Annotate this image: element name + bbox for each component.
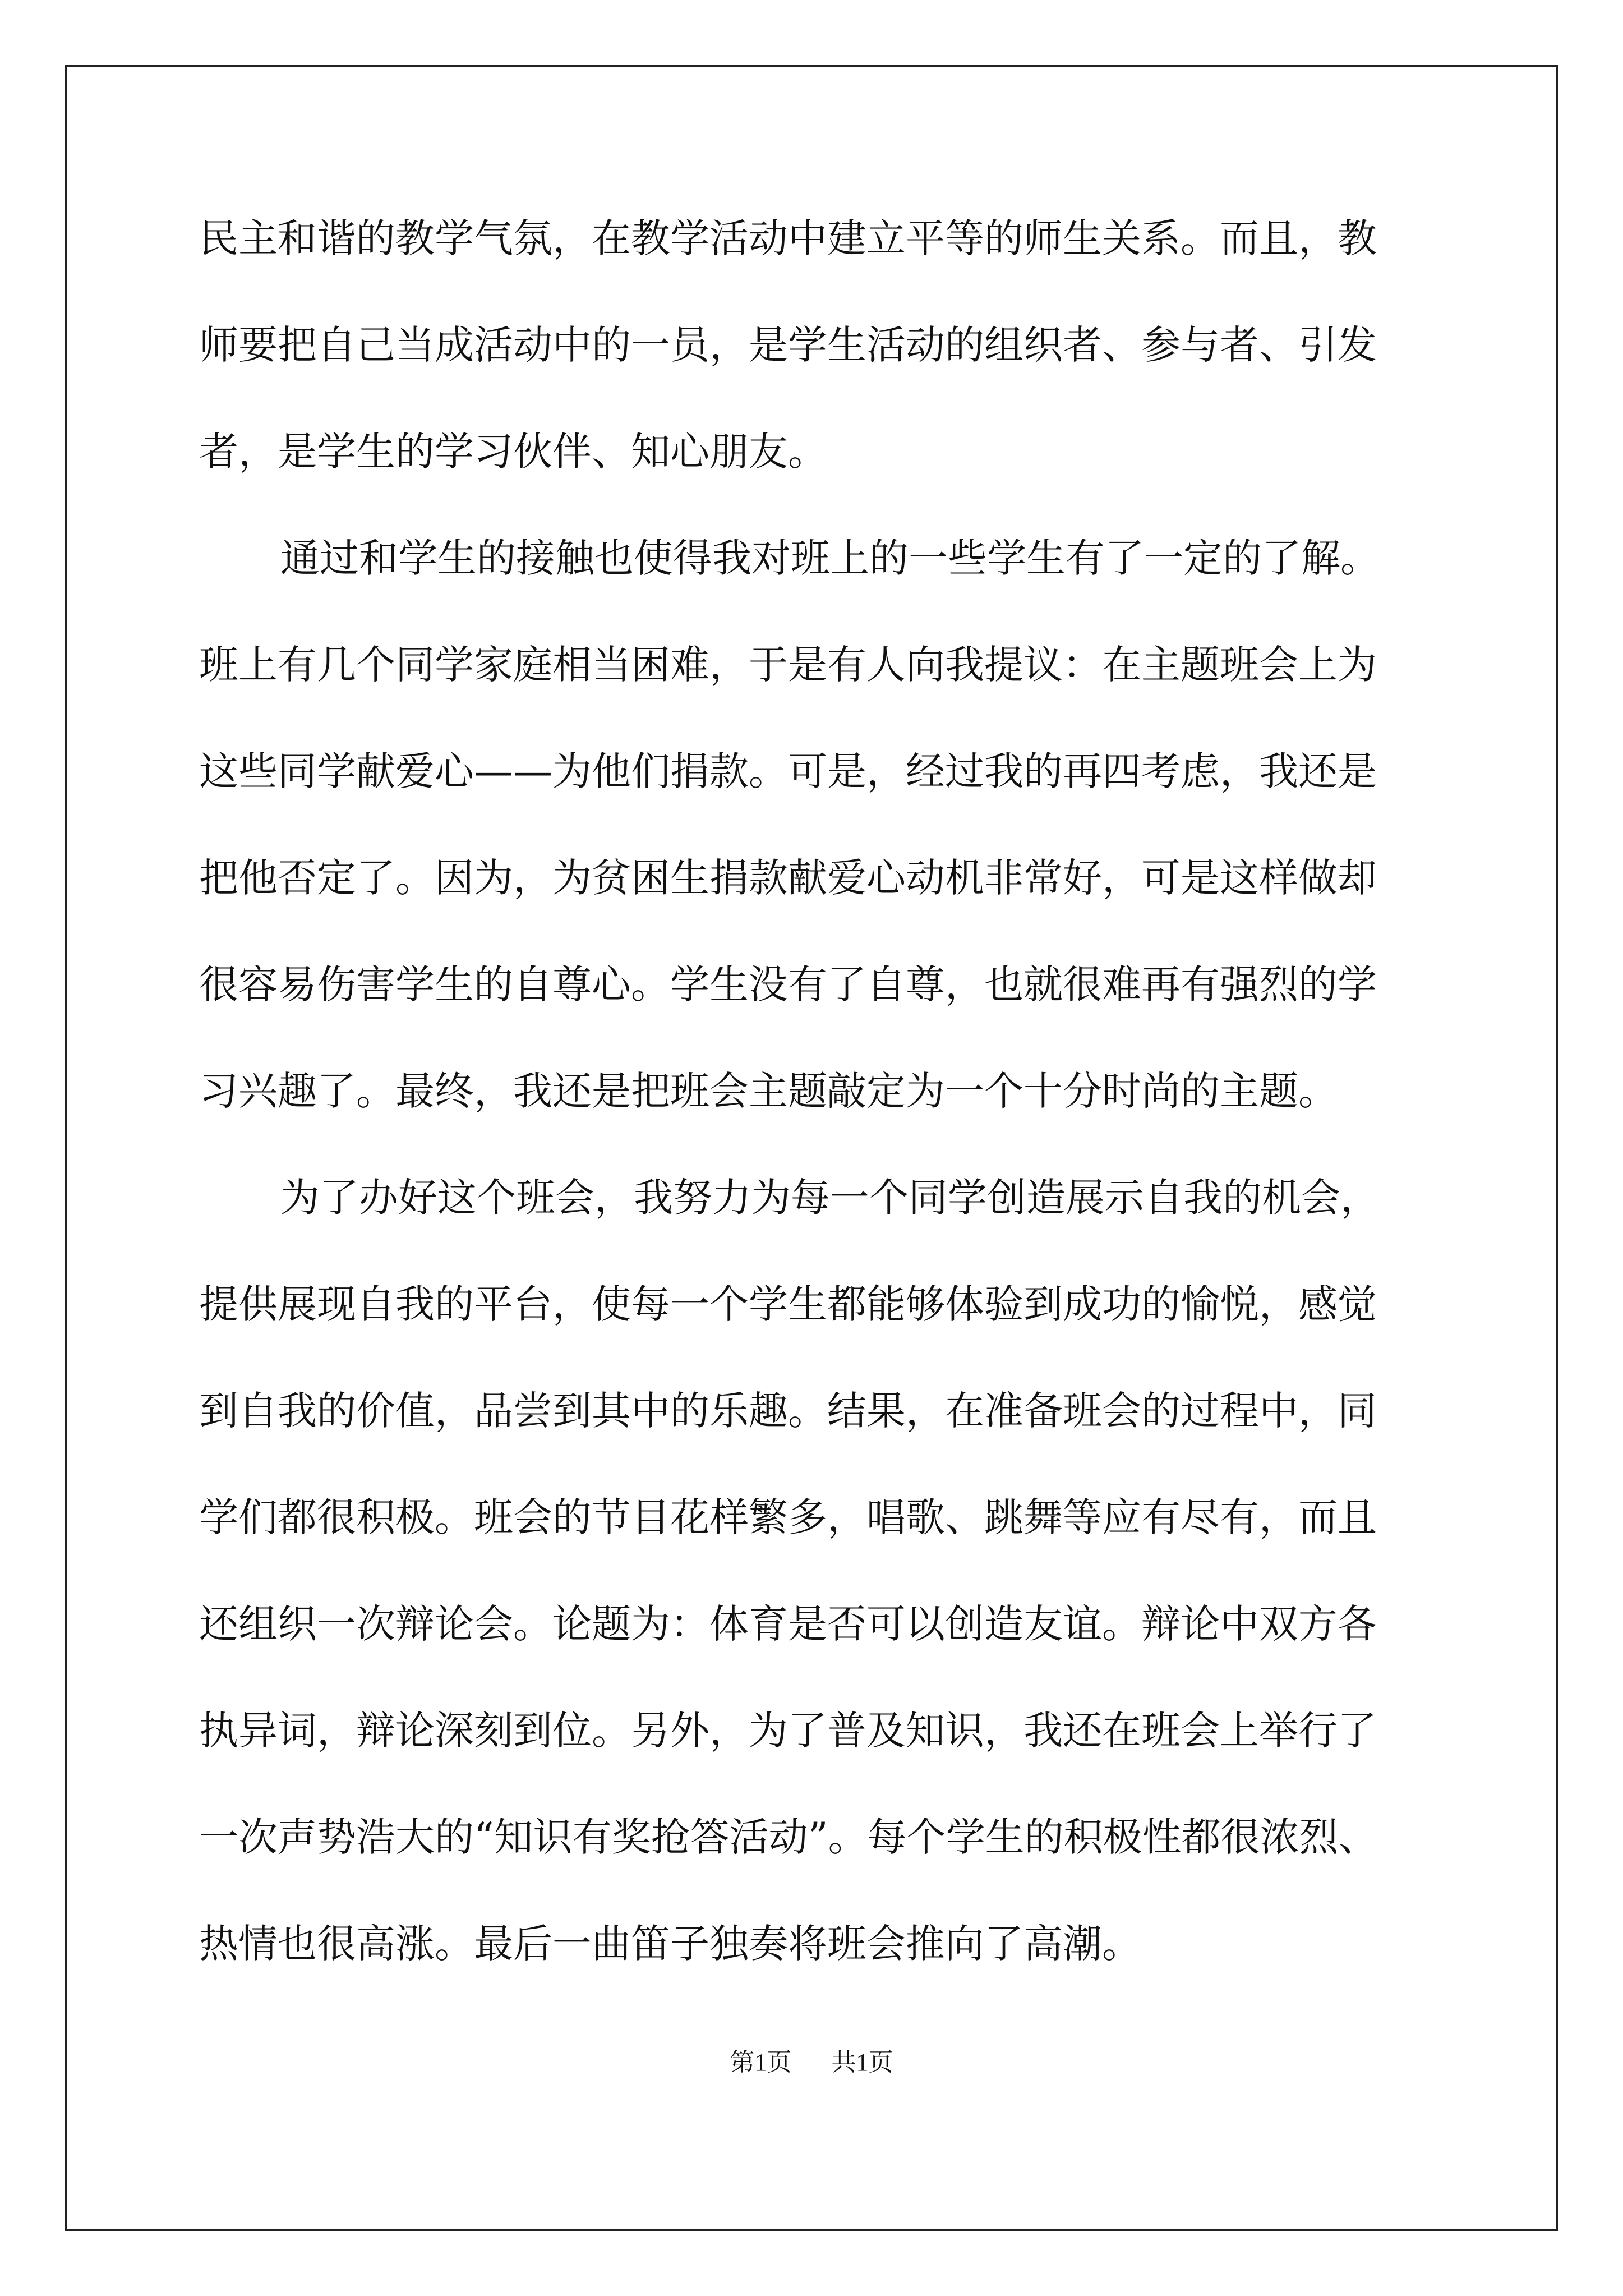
total-pages: 共1页 xyxy=(831,2049,893,2076)
text-line: 把他否定了。因为，为贫困生捐款献爱心动机非常好，可是这样做却 xyxy=(199,855,1377,901)
text-line: 民主和谐的教学气氛，在教学活动中建立平等的师生关系。而且，教 xyxy=(199,215,1377,261)
text-line: 还组织一次辩论会。论题为：体育是否可以创造友谊。辩论中双方各 xyxy=(199,1601,1377,1647)
text-line: 班上有几个同学家庭相当困难，于是有人向我提议：在主题班会上为 xyxy=(199,642,1377,688)
text-line: 一次声势浩大的“知识有奖抢答活动”。每个学生的积极性都很浓烈、 xyxy=(199,1814,1378,1860)
text-line: 习兴趣了。最终，我还是把班会主题敲定为一个十分时尚的主题。 xyxy=(199,1068,1338,1114)
text-line: 执异词，辩论深刻到位。另外，为了普及知识，我还在班会上举行了 xyxy=(199,1708,1377,1754)
page-number: 第1页 xyxy=(730,2049,792,2076)
text-line: 这些同学献爱心——为他们捐款。可是，经过我的再四考虑，我还是 xyxy=(199,748,1377,794)
document-body xyxy=(199,215,1433,2031)
text-line: 很容易伤害学生的自尊心。学生没有了自尊，也就很难再有强烈的学 xyxy=(199,961,1377,1007)
text-line: 到自我的价值，品尝到其中的乐趣。结果，在准备班会的过程中，同 xyxy=(199,1388,1377,1434)
text-line: 师要把自己当成活动中的一员，是学生活动的组织者、参与者、引发 xyxy=(199,322,1377,368)
text-line: 学们都很积极。班会的节目花样繁多，唱歌、跳舞等应有尽有，而且 xyxy=(199,1494,1377,1540)
paragraph-start-line: 为了办好这个班会，我努力为每一个同学创造展示自我的机会， xyxy=(280,1175,1380,1221)
text-line: 者，是学生的学习伙伴、知心朋友。 xyxy=(199,429,827,475)
page-footer xyxy=(0,2050,1623,2075)
text-line: 提供展现自我的平台，使每一个学生都能够体验到成功的愉悦，感觉 xyxy=(199,1281,1377,1327)
paragraph-start-line: 通过和学生的接触也使得我对班上的一些学生有了一定的了解。 xyxy=(280,535,1380,581)
text-line: 热情也很高涨。最后一曲笛子独奏将班会推向了高潮。 xyxy=(199,1921,1141,1967)
